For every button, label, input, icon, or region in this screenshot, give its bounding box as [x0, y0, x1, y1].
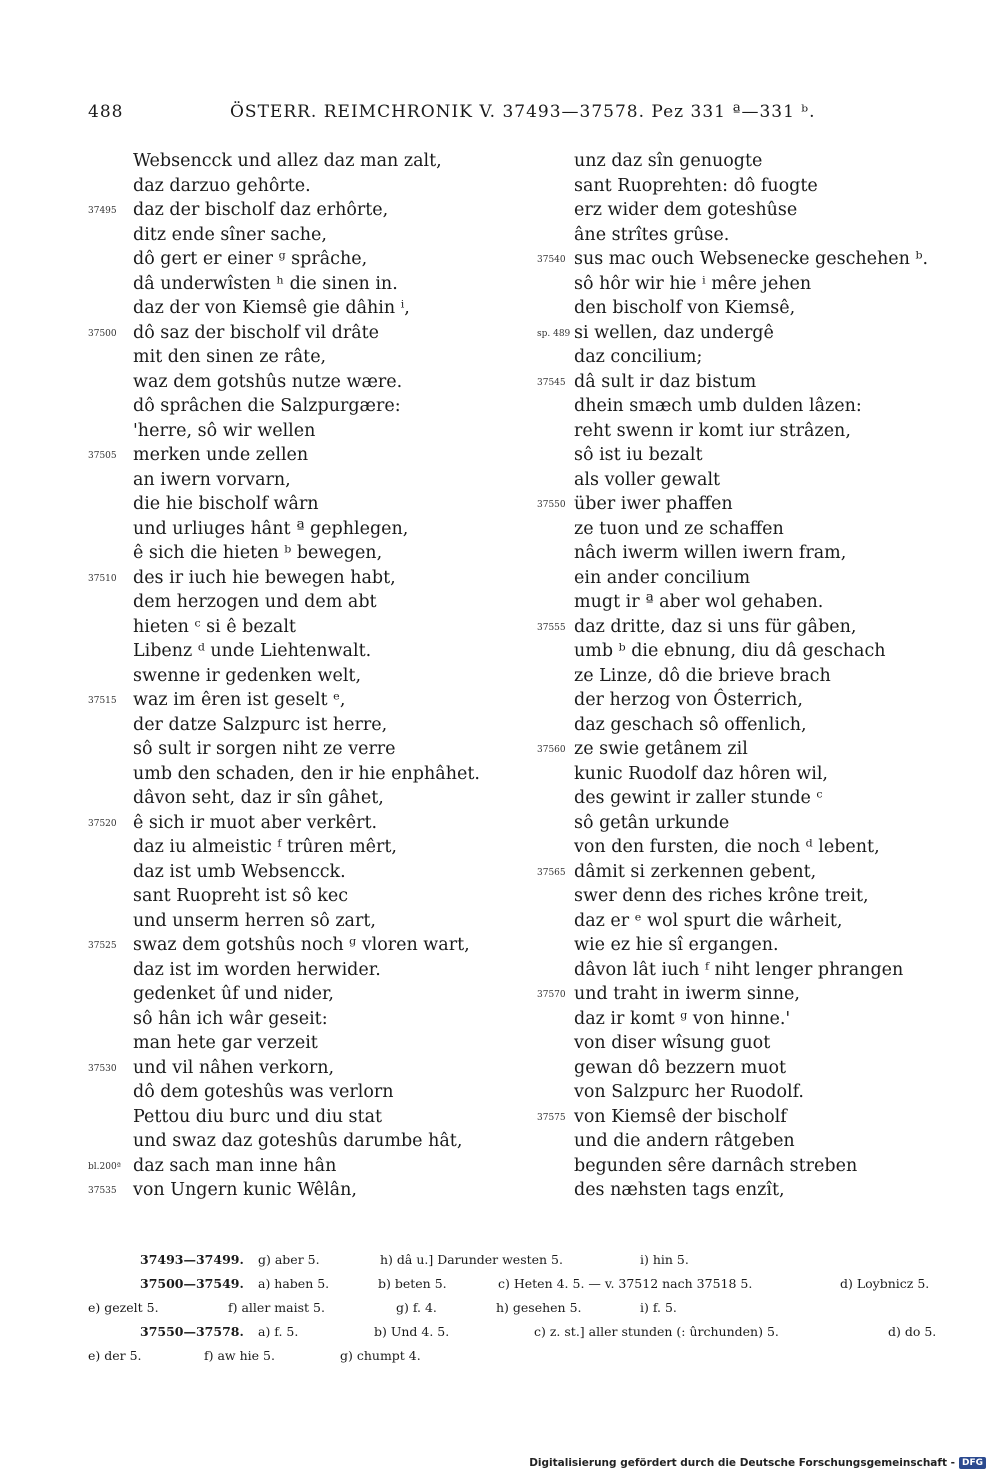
verse-line	[88, 615, 518, 640]
verse-line	[88, 982, 518, 1007]
verse-text: über iwer phaffen	[574, 494, 733, 514]
line-number: 37555	[537, 622, 566, 633]
right-verse-column	[537, 149, 957, 1203]
verse-line	[537, 639, 957, 664]
left-verse-column	[88, 149, 518, 1203]
verse-line	[537, 958, 957, 983]
verse-line	[88, 1178, 518, 1203]
verse-line	[537, 1154, 957, 1179]
verse-line	[88, 590, 518, 615]
footnote: f) aw hie 5.	[204, 1348, 275, 1363]
verse-line	[88, 1154, 518, 1179]
verse-text: ditz ende sîner sache,	[133, 224, 327, 245]
footnote-range: 37493—37499.	[140, 1252, 244, 1267]
verse-line	[88, 1129, 518, 1154]
footnote: h) gesehen 5.	[496, 1300, 582, 1315]
footnote-row	[88, 1296, 958, 1320]
verse-line	[88, 566, 518, 591]
footnote: g) aber 5.	[258, 1252, 320, 1267]
verse-line	[537, 492, 957, 517]
verse-line	[88, 762, 518, 787]
line-number: 37575	[537, 1112, 566, 1123]
verse-text: sô ist iu bezalt	[574, 445, 703, 465]
verse-line	[88, 884, 518, 909]
line-number: bl.200ª	[88, 1161, 121, 1172]
verse-text: ê sich ir muot aber verkêrt.	[133, 812, 378, 833]
footnote-row	[88, 1344, 958, 1368]
line-number: sp. 489	[537, 328, 571, 339]
line-number: 37505	[88, 451, 117, 461]
verse-text: dâvon lât iuch ᶠ niht lenger phrangen	[574, 959, 904, 980]
verse-line	[537, 860, 957, 885]
verse-text: kunic Ruodolf daz hôren wil,	[574, 763, 828, 784]
verse-text: gewan dô bezzern muot	[574, 1057, 787, 1078]
line-number: 37530	[88, 1063, 117, 1074]
footnote: i) hin 5.	[640, 1252, 689, 1267]
line-number: 37550	[537, 500, 566, 510]
verse-text: dem herzogen und dem abt	[133, 592, 377, 612]
verse-line	[88, 933, 518, 958]
verse-text: swenne ir gedenken welt,	[133, 665, 362, 686]
verse-line	[88, 737, 518, 762]
verse-text: dâ underwîsten ʰ die sinen in.	[133, 273, 398, 294]
footnote: b) beten 5.	[378, 1276, 447, 1291]
verse-line	[88, 664, 518, 689]
verse-text: und urliuges hânt ª gephlegen,	[133, 518, 409, 539]
verse-line	[537, 247, 957, 272]
verse-line	[88, 639, 518, 664]
verse-text: Libenz ᵈ unde Liehtenwalt.	[133, 641, 372, 661]
verse-text: daz ist umb Websencck.	[133, 861, 346, 882]
verse-line	[88, 860, 518, 885]
verse-text: hieten ᶜ si ê bezalt	[133, 616, 296, 637]
verse-text: umb den schaden, den ir hie enphâhet.	[133, 763, 480, 784]
footnote: g) f. 4.	[396, 1300, 437, 1315]
line-number: 37520	[88, 818, 117, 829]
line-number: 37515	[88, 696, 117, 706]
verse-line	[537, 566, 957, 591]
line-number: 37525	[88, 941, 117, 951]
footnote-row	[88, 1320, 958, 1344]
verse-text: erz wider dem goteshûse	[574, 200, 798, 220]
line-number: 37495	[88, 206, 117, 216]
verse-text: den bischolf von Kiemsê,	[574, 298, 796, 318]
line-number: 37510	[88, 573, 117, 584]
verse-line	[88, 1007, 518, 1032]
verse-text: daz ist im worden herwider.	[133, 959, 381, 980]
verse-text: dô sprâchen die Salzpurgære:	[133, 396, 401, 416]
line-number: 37545	[537, 377, 566, 388]
verse-text: sô getân urkunde	[574, 812, 730, 833]
verse-line	[88, 198, 518, 223]
verse-text: daz iu almeistic ᶠ trûren mêrt,	[133, 837, 397, 857]
verse-line	[88, 517, 518, 542]
footnote: a) f. 5.	[258, 1324, 299, 1339]
footnote: d) Loybnicz 5.	[840, 1276, 930, 1291]
footnote: i) f. 5.	[640, 1300, 677, 1315]
verse-line	[537, 835, 957, 860]
verse-text: und vil nâhen verkorn,	[133, 1057, 335, 1078]
verse-line	[537, 149, 957, 174]
verse-text: ê sich die hieten ᵇ bewegen,	[133, 543, 383, 563]
verse-text: ze tuon und ze schaffen	[574, 518, 784, 539]
verse-text: umb ᵇ die ebnung, diu dâ geschach	[574, 641, 886, 661]
verse-text: reht swenn ir komt iur strâzen,	[574, 420, 851, 441]
verse-text: 'herre, sô wir wellen	[133, 420, 316, 441]
verse-line	[88, 541, 518, 566]
verse-line	[537, 174, 957, 199]
verse-text: nâch iwerm willen iwern fram,	[574, 543, 847, 563]
verse-text: die hie bischolf wârn	[133, 494, 319, 514]
verse-text: dô gert er einer ᵍ sprâche,	[133, 249, 368, 269]
verse-text: âne strîtes grûse.	[574, 224, 730, 245]
verse-line	[88, 1031, 518, 1056]
verse-text: dâmit si zerkennen gebent,	[574, 861, 817, 882]
footnote: e) der 5.	[88, 1348, 142, 1363]
footnote: c) z. st.] aller stunden (: ûrchunden) 5.	[534, 1324, 779, 1339]
verse-line	[537, 321, 957, 346]
verse-text: swer denn des riches krône treit,	[574, 886, 869, 906]
footnote-range: 37500—37549.	[140, 1276, 244, 1291]
verse-line	[537, 982, 957, 1007]
line-number: 37565	[537, 867, 566, 878]
footnote: e) gezelt 5.	[88, 1300, 159, 1315]
verse-line	[88, 149, 518, 174]
verse-line	[88, 296, 518, 321]
verse-line	[537, 1080, 957, 1105]
verse-text: als voller gewalt	[574, 469, 721, 490]
footnote: b) Und 4. 5.	[374, 1324, 450, 1339]
verse-text: merken unde zellen	[133, 445, 309, 465]
verse-text: des gewint ir zaller stunde ᶜ	[574, 788, 823, 808]
verse-text: mugt ir ª aber wol gehaben.	[574, 592, 824, 612]
verse-line	[537, 737, 957, 762]
verse-line	[537, 1007, 957, 1032]
verse-text: dô dem goteshûs was verlorn	[133, 1082, 394, 1102]
line-number: 37570	[537, 990, 566, 1000]
verse-line	[88, 1080, 518, 1105]
verse-text: der herzog von Ôsterrich,	[574, 690, 803, 710]
verse-text: daz sach man inne hân	[133, 1155, 337, 1176]
footnote: d) do 5.	[888, 1324, 937, 1339]
verse-text: von Salzpurc her Ruodolf.	[574, 1082, 804, 1102]
running-head: ÖSTERR. REIMCHRONIK V. 37493—37578. Pez 331 ª—331 ᵇ.	[230, 102, 816, 122]
verse-line	[88, 370, 518, 395]
verse-line	[88, 223, 518, 248]
verse-text: man hete gar verzeit	[133, 1033, 318, 1053]
verse-line	[88, 321, 518, 346]
verse-line	[537, 713, 957, 738]
verse-line	[88, 247, 518, 272]
verse-text: ein ander concilium	[574, 567, 751, 588]
verse-text: von den fursten, die noch ᵈ lebent,	[574, 837, 880, 857]
verse-text: waz dem gotshûs nutze wære.	[133, 371, 403, 392]
verse-line	[537, 370, 957, 395]
verse-line	[537, 909, 957, 934]
verse-line	[537, 1105, 957, 1130]
footer-credit	[529, 1457, 986, 1469]
verse-text: des næhsten tags enzît,	[574, 1180, 785, 1200]
verse-text: daz der bischolf daz erhôrte,	[133, 200, 389, 220]
verse-text: von Kiemsê der bischolf	[574, 1106, 787, 1127]
verse-text: und traht in iwerm sinne,	[574, 984, 800, 1004]
verse-line	[537, 1178, 957, 1203]
verse-line	[537, 223, 957, 248]
footnote: g) chumpt 4.	[340, 1348, 421, 1363]
verse-line	[537, 590, 957, 615]
verse-line	[537, 1031, 957, 1056]
verse-line	[537, 884, 957, 909]
verse-text: gedenket ûf und nider,	[133, 984, 334, 1004]
verse-line	[537, 688, 957, 713]
verse-line	[537, 468, 957, 493]
verse-line	[88, 688, 518, 713]
verse-text: daz dritte, daz si uns für gâben,	[574, 616, 857, 637]
verse-text: swaz dem gotshûs noch ᵍ vloren wart,	[133, 935, 470, 955]
verse-line	[537, 198, 957, 223]
line-number: 37500	[88, 328, 117, 339]
verse-text: Websencck und allez daz man zalt,	[133, 151, 442, 171]
verse-line	[537, 541, 957, 566]
verse-text: und die andern râtgeben	[574, 1131, 795, 1151]
footnote-row	[88, 1248, 958, 1272]
verse-text: daz er ᵉ wol spurt die wârheit,	[574, 910, 843, 931]
verse-text: daz darzuo gehôrte.	[133, 175, 311, 196]
verse-line	[88, 909, 518, 934]
verse-line	[537, 296, 957, 321]
verse-text: sô sult ir sorgen niht ze verre	[133, 739, 396, 759]
verse-text: daz concilium;	[574, 347, 703, 367]
verse-text: sant Ruopreht ist sô kec	[133, 886, 349, 906]
verse-text: sô hân ich wâr geseit:	[133, 1008, 328, 1029]
verse-line	[88, 174, 518, 199]
verse-text: daz der von Kiemsê gie dâhin ⁱ,	[133, 298, 410, 318]
verse-text: sant Ruoprehten: dô fuogte	[574, 175, 818, 196]
verse-line	[88, 419, 518, 444]
verse-text: unz daz sîn genuogte	[574, 151, 763, 171]
verse-text: daz geschach sô offenlich,	[574, 714, 807, 735]
verse-text: an iwern vorvarn,	[133, 469, 291, 490]
verse-text: Pettou diu burc und diu stat	[133, 1106, 383, 1127]
verse-line	[537, 786, 957, 811]
footnote: f) aller maist 5.	[228, 1300, 325, 1315]
verse-line	[88, 835, 518, 860]
verse-text: des ir iuch hie bewegen habt,	[133, 567, 396, 588]
verse-line	[88, 811, 518, 836]
footer-text: Digitalisierung gefördert durch die Deutsche Forschungsgemeinschaft -	[529, 1457, 955, 1469]
verse-line	[537, 615, 957, 640]
verse-text: und unserm herren sô zart,	[133, 910, 376, 931]
verse-line	[88, 345, 518, 370]
verse-text: waz im êren ist geselt ᵉ,	[133, 690, 346, 710]
verse-line	[88, 786, 518, 811]
line-number: 37540	[537, 255, 566, 265]
verse-line	[537, 933, 957, 958]
verse-line	[537, 419, 957, 444]
verse-line	[537, 272, 957, 297]
line-number: 37535	[88, 1186, 117, 1196]
verse-line	[88, 394, 518, 419]
verse-line	[537, 517, 957, 542]
verse-line	[537, 762, 957, 787]
verse-line	[88, 713, 518, 738]
verse-line	[537, 1056, 957, 1081]
verse-text: daz ir komt ᵍ von hinne.'	[574, 1008, 791, 1029]
dfg-logo: DFG	[959, 1457, 986, 1469]
verse-line	[537, 345, 957, 370]
footnote-row	[88, 1272, 958, 1296]
verse-line	[537, 443, 957, 468]
verse-line	[537, 811, 957, 836]
verse-text: von diser wîsung guot	[574, 1033, 771, 1053]
footnote: h) dâ u.] Darunder westen 5.	[380, 1252, 563, 1267]
verse-text: begunden sêre darnâch streben	[574, 1155, 858, 1176]
line-number: 37560	[537, 745, 566, 755]
footnote: a) haben 5.	[258, 1276, 330, 1291]
verse-line	[88, 443, 518, 468]
verse-text: und swaz daz goteshûs darumbe hât,	[133, 1131, 463, 1151]
footnote: c) Heten 4. 5. — v. 37512 nach 37518 5.	[498, 1276, 753, 1291]
verse-line	[88, 958, 518, 983]
verse-text: ze swie getânem zil	[574, 739, 748, 759]
verse-text: mit den sinen ze râte,	[133, 347, 327, 367]
footnotes	[88, 1248, 958, 1368]
page-number: 488	[88, 102, 124, 122]
verse-line	[88, 1056, 518, 1081]
verse-line	[88, 272, 518, 297]
verse-text: si wellen, daz undergê	[574, 322, 774, 343]
verse-text: sus mac ouch Websenecke geschehen ᵇ.	[574, 249, 929, 269]
verse-line	[88, 1105, 518, 1130]
verse-text: sô hôr wir hie ⁱ mêre jehen	[574, 273, 812, 294]
verse-line	[537, 1129, 957, 1154]
verse-line	[537, 664, 957, 689]
verse-line	[537, 394, 957, 419]
footnote-range: 37550—37578.	[140, 1324, 244, 1339]
verse-text: von Ungern kunic Wêlân,	[133, 1180, 357, 1200]
verse-line	[88, 492, 518, 517]
verse-line	[88, 468, 518, 493]
verse-text: dô saz der bischolf vil drâte	[133, 322, 380, 343]
verse-text: dâ sult ir daz bistum	[574, 371, 757, 392]
verse-text: dhein smæch umb dulden lâzen:	[574, 396, 862, 416]
verse-text: wie ez hie sî ergangen.	[574, 935, 779, 955]
verse-text: dâvon seht, daz ir sîn gâhet,	[133, 788, 384, 808]
verse-text: der datze Salzpurc ist herre,	[133, 714, 388, 735]
verse-text: ze Linze, dô die brieve brach	[574, 665, 831, 686]
